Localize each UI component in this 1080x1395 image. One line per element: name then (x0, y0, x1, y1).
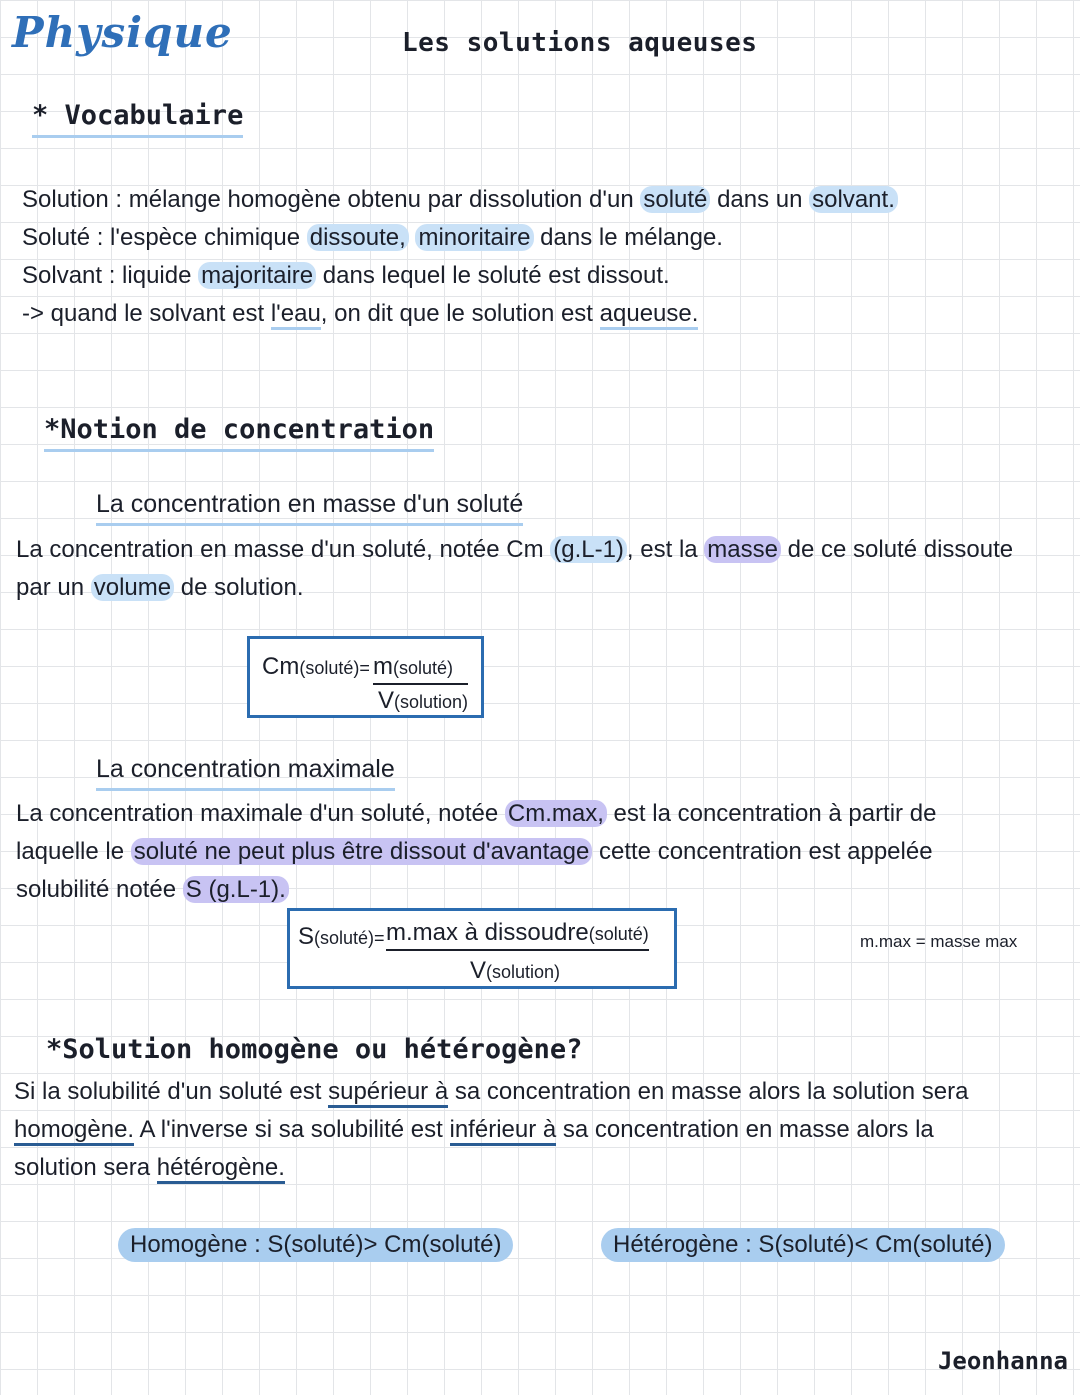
vocab-paragraph (22, 181, 898, 333)
pill-heterogene: Hétérogène : S(soluté)< Cm(soluté) (601, 1228, 1005, 1262)
formula-cm-denominator (378, 687, 468, 715)
text: (soluté) (393, 658, 454, 678)
pill-homogene: Homogène : S(soluté)> Cm(soluté) (118, 1228, 513, 1262)
highlight-solubilite: S (g.L-1). (183, 876, 289, 903)
underline-superieur: supérieur à (328, 1078, 448, 1108)
text: est la concentration à partir de (606, 800, 937, 827)
text: dans le mélange. (533, 224, 723, 251)
max-line-3 (16, 871, 936, 909)
text: -> quand le solvant est (22, 300, 271, 327)
highlight-majoritaire: majoritaire (198, 262, 316, 289)
vocab-line-solvant (22, 257, 898, 295)
formula-s-numerator (386, 919, 649, 951)
text: de solution. (174, 574, 304, 601)
text: m.max à dissoudre (386, 919, 589, 946)
highlight-solute: soluté (640, 186, 710, 213)
text: dans lequel le soluté est dissout. (316, 262, 670, 289)
text: (soluté) (588, 924, 649, 944)
concentration-line-2 (16, 569, 1013, 607)
section-heading-concentration: *Notion de concentration (44, 414, 434, 452)
text: S (298, 923, 315, 950)
underline-heterogene: hétérogène. (157, 1154, 285, 1184)
text: Cm (262, 653, 300, 680)
formula-box-cm (247, 636, 484, 718)
underline-homogene: homogène. (14, 1116, 134, 1146)
concentration-max-paragraph (16, 795, 936, 909)
text: Solution : mélange homogène obtenu par dissolution d'un (22, 186, 641, 213)
concentration-masse-paragraph (16, 531, 1013, 607)
highlight-minoritaire: minoritaire (415, 224, 533, 251)
text: La concentration maximale d'un soluté, notée (16, 800, 505, 827)
homogeneity-paragraph (14, 1073, 968, 1187)
text: La concentration en masse d'un soluté, notée Cm (16, 536, 551, 563)
text: dans un (710, 186, 810, 213)
text: solubilité notée (16, 876, 183, 903)
text: Soluté : l'espèce chimique (22, 224, 307, 251)
underline-aqueuse: aqueuse. (600, 300, 699, 330)
homog-line-1 (14, 1073, 968, 1111)
highlight-solvant: solvant. (809, 186, 898, 213)
highlight-dissoute: dissoute, (307, 224, 409, 251)
subheading-concentration-max: La concentration maximale (96, 755, 395, 791)
page-title: Les solutions aqueuses (402, 28, 758, 58)
formula-box-solubilite (287, 908, 677, 989)
text: A l'inverse si sa solubilité est (134, 1116, 450, 1143)
text: de ce soluté dissoute (780, 536, 1014, 563)
text: , est la (626, 536, 705, 563)
text: par un (16, 574, 91, 601)
highlight-masse: masse (704, 536, 781, 563)
text: m (373, 653, 393, 680)
section-heading-vocabulaire: * Vocabulaire (32, 100, 243, 138)
highlight-volume: volume (91, 574, 174, 601)
vocab-line-aqueuse (22, 295, 898, 333)
text: cette concentration est appelée (592, 838, 933, 865)
vocab-line-solute (22, 219, 898, 257)
max-line-2 (16, 833, 936, 871)
text: Si la solubilité d'un soluté est (14, 1078, 329, 1105)
formula-s-denominator (470, 957, 560, 985)
text: , on dit que le solution est (320, 300, 600, 327)
section-heading-homogeneite: *Solution homogène ou hétérogène? (46, 1034, 583, 1065)
highlight-unit: (g.L-1) (550, 536, 627, 563)
highlight-cmmax: Cm.max, (505, 800, 607, 827)
text: (soluté)= (314, 928, 385, 948)
vocab-line-solution (22, 181, 898, 219)
formula-s-left (298, 923, 385, 951)
concentration-line-1 (16, 531, 1013, 569)
homog-line-3 (14, 1149, 968, 1187)
subject-title: Physique (12, 8, 233, 57)
text: V (470, 957, 487, 984)
underline-inferieur: inférieur à (450, 1116, 557, 1146)
formula-cm-left (262, 653, 370, 681)
text: sa concentration en masse alors la solution sera (448, 1078, 969, 1105)
subheading-concentration-masse: La concentration en masse d'un soluté (96, 490, 523, 526)
max-line-1 (16, 795, 936, 833)
text: (solution) (486, 962, 561, 982)
text: laquelle le (16, 838, 131, 865)
text: (soluté)= (299, 658, 370, 678)
highlight-ne-peut-plus: soluté ne peut plus être dissout d'avantage (131, 838, 593, 865)
text: solution sera (14, 1154, 157, 1181)
underline-eau: l'eau (271, 300, 321, 330)
text: sa concentration en masse alors la (556, 1116, 934, 1143)
text: Solvant : liquide (22, 262, 199, 289)
text: (solution) (394, 692, 469, 712)
homog-line-2 (14, 1111, 968, 1149)
formula-cm-numerator (373, 653, 468, 685)
text: V (378, 687, 395, 714)
author-signature: Jeonhanna (937, 1347, 1068, 1375)
note-mmax: m.max = masse max (860, 932, 1018, 951)
